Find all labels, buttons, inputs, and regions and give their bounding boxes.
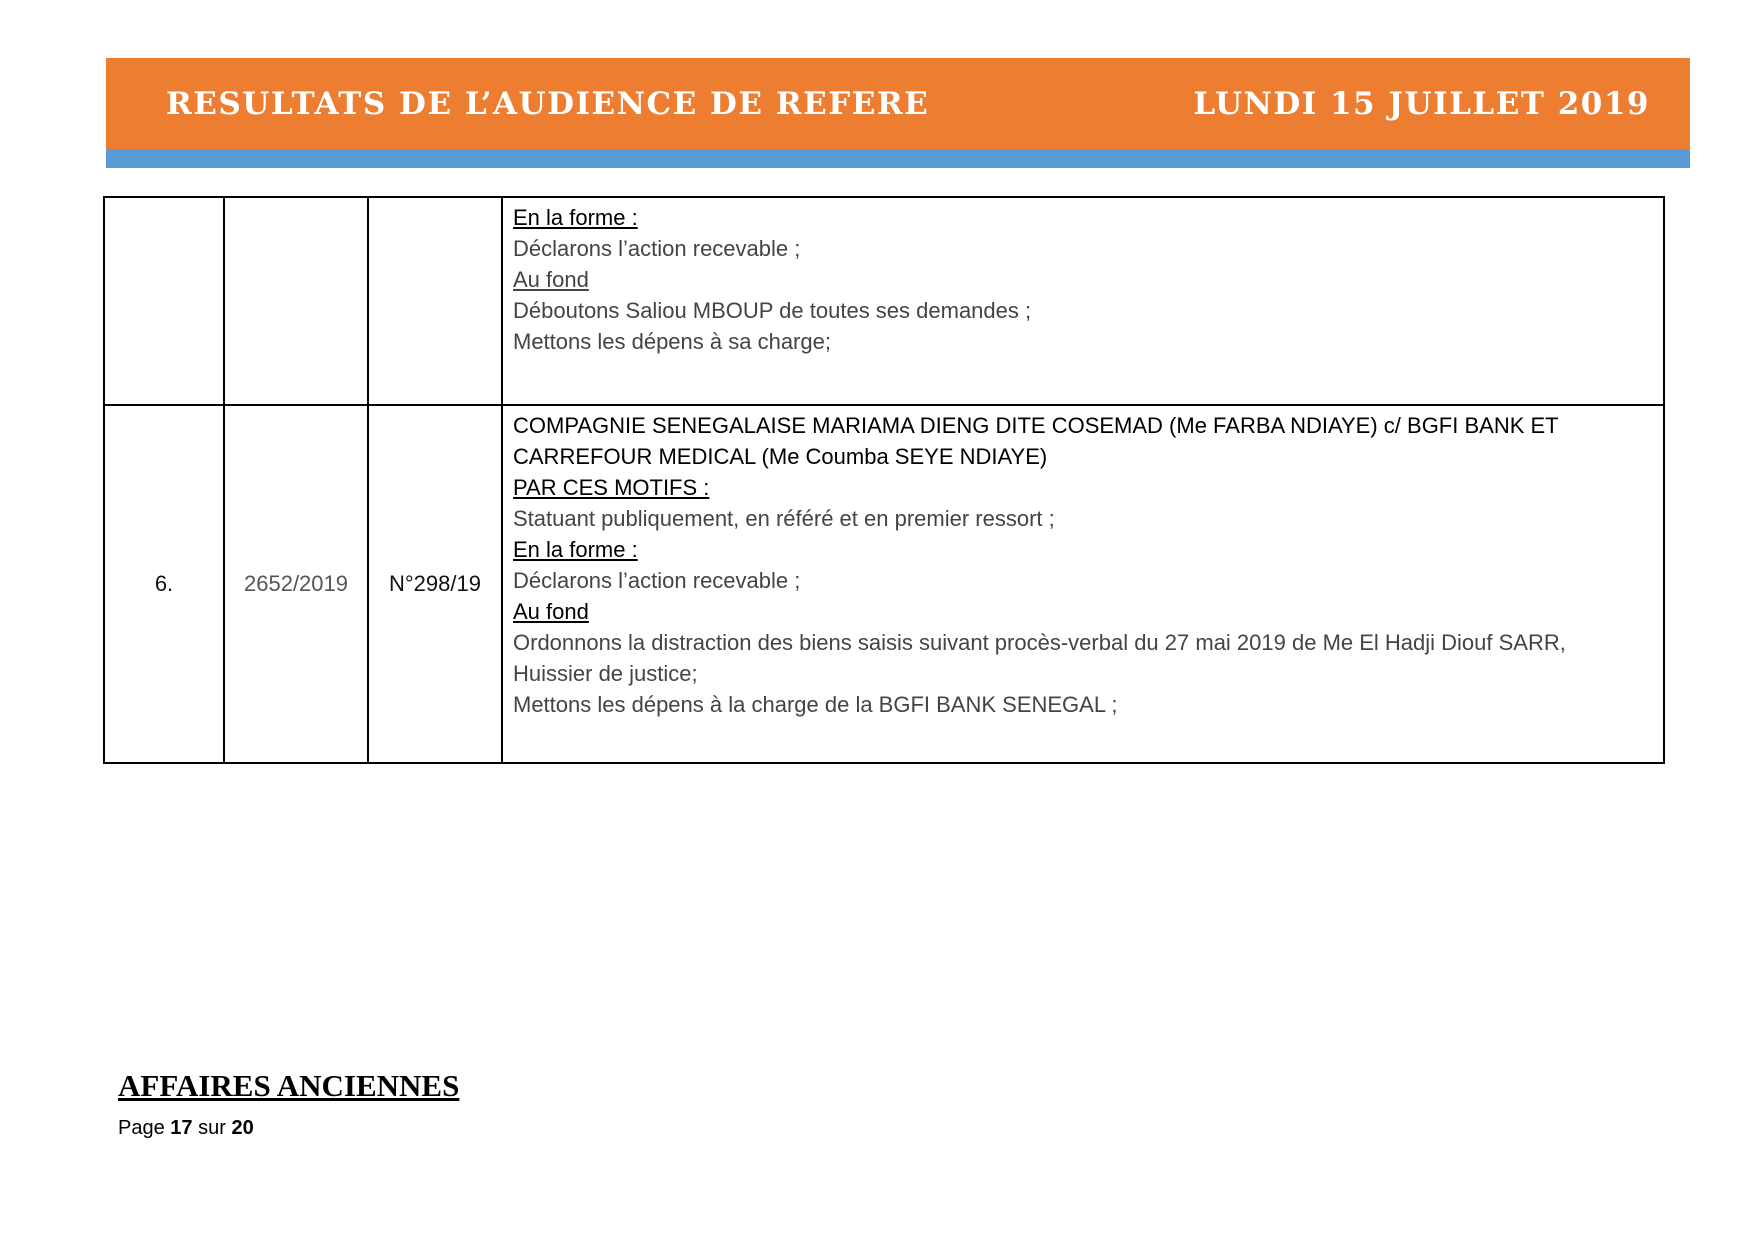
decision-number [368,197,502,405]
table-row [104,405,1664,763]
decision-line: PAR CES MOTIFS : [513,475,710,500]
decision-line: Au fond [513,599,589,624]
row-number: 6. [104,405,224,763]
decision-line: Déboutons Saliou MBOUP de toutes ses demandes ; [513,298,1032,323]
decision-line: Ordonnons la distraction des biens saisis suivant procès-verbal du 27 mai 2019 de Me El Hadji Diouf SARR, [513,630,1566,655]
row-number [104,197,224,405]
decision-text [502,405,1664,763]
decision-text [502,197,1664,405]
parties: COMPAGNIE SENEGALAISE MARIAMA DIENG DITE COSEMAD (Me FARBA NDIAYE) c/ BGFI BANK ET CARREFOUR MEDICAL (Me Coumba SEYE NDIAYE) [513,413,1559,469]
header-bar [106,58,1690,149]
decision-line: En la forme : [513,537,638,562]
decision-number: N°298/19 [368,405,502,763]
section-title: AFFAIRES ANCIENNES [118,1068,460,1103]
decision-line: Huissier de justice; [513,661,698,686]
document-title: RESULTATS DE L’AUDIENCE DE REFERE [166,85,930,122]
header-banner [106,58,1690,168]
total-pages: 20 [231,1117,254,1139]
decision-line: En la forme : [513,205,638,230]
decision-line: Déclarons l’action recevable ; [513,568,801,593]
decision-line: Statuant publiquement, en référé et en premier ressort ; [513,506,1055,531]
table-row [104,197,1664,405]
decision-line: Mettons les dépens à la charge de la BGFI BANK SENEGAL ; [513,692,1118,717]
decision-line: Mettons les dépens à sa charge; [513,329,831,354]
decision-line: Déclarons l’action recevable ; [513,236,801,261]
header-stripe [106,149,1690,168]
page-label: Page [118,1117,165,1139]
case-number: 2652/2019 [224,405,368,763]
results-table [103,196,1665,764]
hearing-date: LUNDI 15 JUILLET 2019 [1193,85,1650,122]
decision-line: Au fond [513,267,589,292]
case-number [224,197,368,405]
of-label: sur [198,1117,226,1139]
page-footer [118,1117,254,1140]
current-page: 17 [170,1117,193,1139]
